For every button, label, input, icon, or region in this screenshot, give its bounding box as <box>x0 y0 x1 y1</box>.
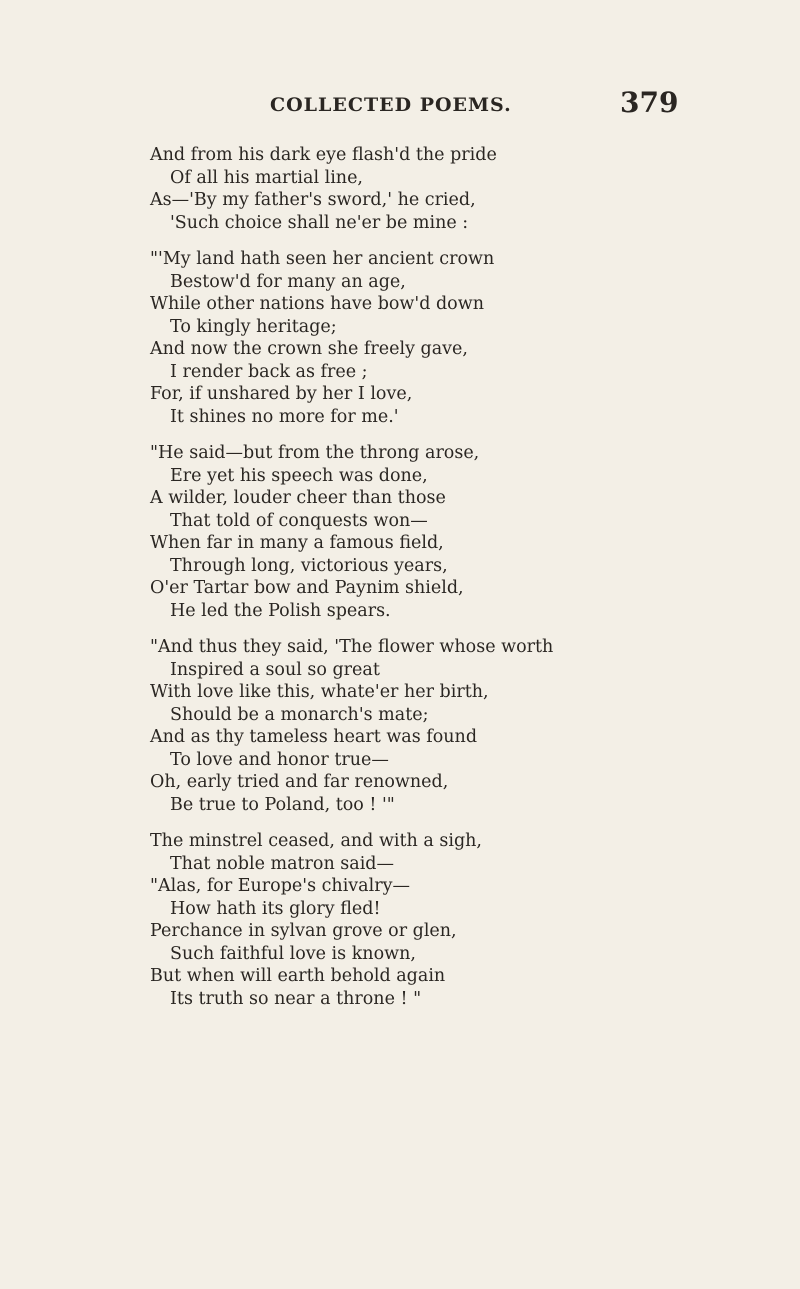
poem-line: "He said—but from the throng arose, <box>150 443 480 463</box>
running-title: COLLECTED POEMS. <box>270 94 512 116</box>
stanza-5 <box>150 830 710 1010</box>
poem-line: Perchance in sylvan grove or glen, <box>150 921 457 941</box>
page-header <box>0 86 800 122</box>
poem-line: I render back as free ; <box>170 361 368 382</box>
poem-line: Through long, victorious years, <box>170 555 448 576</box>
poem-line: Bestow'd for many an age, <box>170 271 406 292</box>
poem-line: How hath its glory fled! <box>170 898 381 919</box>
poem-line: He led the Polish spears. <box>170 600 391 621</box>
stanza-4 <box>150 636 710 816</box>
poem-line: As—'By my father's sword,' he cried, <box>150 190 476 210</box>
poem-line: 'Such choice shall ne'er be mine : <box>170 212 469 233</box>
stanza-2 <box>150 248 710 428</box>
poem-line: O'er Tartar bow and Paynim shield, <box>150 578 464 598</box>
poem-line: Its truth so near a throne ! " <box>170 988 422 1009</box>
poem-line: With love like this, whate'er her birth, <box>150 682 489 702</box>
poem-line: Inspired a soul so great <box>170 659 380 680</box>
poem-line: To kingly heritage; <box>170 316 337 337</box>
stanza-3 <box>150 442 710 622</box>
poem-body <box>150 144 710 1024</box>
poem-line: Oh, early tried and far renowned, <box>150 772 449 792</box>
poem-line: Such faithful love is known, <box>170 943 416 964</box>
poem-line: Ere yet his speech was done, <box>170 465 428 486</box>
poem-line: But when will earth behold again <box>150 966 446 986</box>
poem-line: "And thus they said, 'The flower whose worth <box>150 637 554 657</box>
poem-line: To love and honor true— <box>170 749 389 770</box>
poem-line: When far in many a famous field, <box>150 533 444 553</box>
poem-line: The minstrel ceased, and with a sigh, <box>150 831 482 851</box>
poem-line: It shines no more for me.' <box>170 406 399 427</box>
poem-line: Should be a monarch's mate; <box>170 704 429 725</box>
poem-line: "'My land hath seen her ancient crown <box>150 249 495 269</box>
poem-line: For, if unshared by her I love, <box>150 384 413 404</box>
poem-line: That told of conquests won— <box>170 510 428 531</box>
poem-line: And from his dark eye flash'd the pride <box>150 145 497 165</box>
poem-line: And as thy tameless heart was found <box>150 727 478 747</box>
poem-line: Of all his martial line, <box>170 167 363 188</box>
poem-line: That noble matron said— <box>170 853 395 874</box>
stanza-1 <box>150 144 710 234</box>
poem-line: "Alas, for Europe's chivalry— <box>150 876 410 896</box>
poem-line: And now the crown she freely gave, <box>150 339 468 359</box>
poem-line: While other nations have bow'd down <box>150 294 484 314</box>
page-number: 379 <box>620 86 679 119</box>
poem-line: A wilder, louder cheer than those <box>150 488 446 508</box>
poem-line: Be true to Poland, too ! '" <box>170 794 395 815</box>
